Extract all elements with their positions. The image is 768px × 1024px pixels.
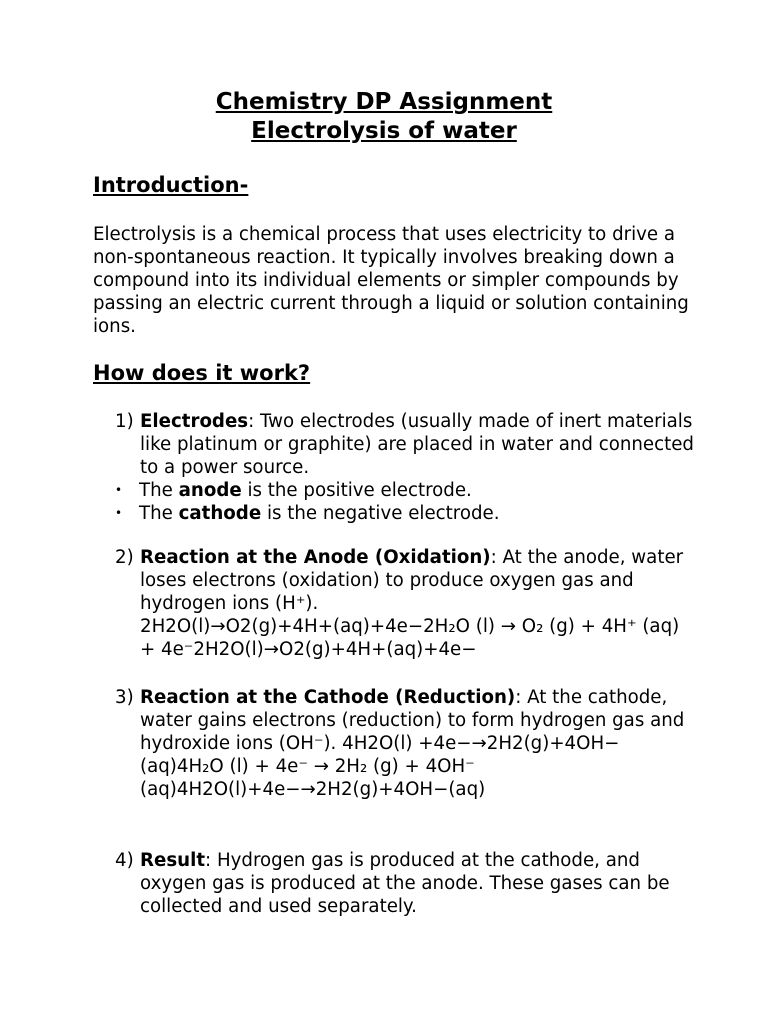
list-item-text: : At the cathode, water gains electrons (reduction) to form hydrogen gas and hydroxide ions (OH⁻). 4H2O(l) +4e−→2H2(g)+4OH−(aq)4H₂O (l) + 4e⁻ → 2H₂ (g) + 4OH⁻ (aq)4H2O(l)+4e−→2H2(g)+4OH−(aq) — [140, 687, 685, 800]
bullet-cathode — [139, 502, 500, 525]
list-item-anode-reaction — [140, 546, 700, 661]
bullet-prefix: The — [139, 503, 179, 524]
list-item-electrodes — [140, 410, 700, 479]
bullet-prefix: The — [139, 480, 179, 501]
list-item-term: Electrodes — [140, 411, 249, 432]
list-item-text: : Hydrogen gas is produced at the cathode, and oxygen gas is produced at the anode. These gases can be collected and used separately. — [140, 850, 670, 917]
list-item-term: Reaction at the Cathode (Reduction) — [140, 687, 516, 708]
list-item-term: Result — [140, 850, 206, 871]
bullet-icon: • — [115, 483, 123, 497]
bullet-anode — [139, 479, 472, 502]
document-title: Chemistry DP Assignment — [215, 89, 553, 115]
bullet-suffix: is the positive electrode. — [241, 480, 472, 501]
introduction-paragraph: Electrolysis is a chemical process that uses electricity to drive a non-spontaneous reaction. It typically involves breaking down a compound into its individual elements or simpler compounds by passing an electric current through a liquid or solution containing ions. — [93, 224, 689, 337]
list-number: 1) — [115, 411, 134, 432]
document-subtitle: Electrolysis of water — [251, 118, 517, 144]
list-item-result — [140, 849, 700, 918]
list-item-text: : At the anode, water loses electrons (oxidation) to produce oxygen gas and hydrogen ions (H⁺). — [140, 547, 684, 614]
bullet-term: cathode — [178, 503, 262, 524]
how-it-works-heading: How does it work? — [93, 361, 311, 385]
list-item-text: : Two electrodes (usually made of inert materials like platinum or graphite) are placed in water and connected to a power source. — [140, 411, 694, 478]
list-item-term: Reaction at the Anode (Oxidation) — [140, 547, 491, 568]
list-number: 3) — [115, 687, 134, 708]
list-number: 2) — [115, 547, 134, 568]
anode-equation: 2H2O(l)→O2(g)+4H+(aq)+4e−2H₂O (l) → O₂ (g) + 4H⁺ (aq) + 4e⁻2H2O(l)→O2(g)+4H+(aq)+4e− — [140, 616, 680, 660]
bullet-term: anode — [178, 480, 242, 501]
list-number: 4) — [115, 850, 134, 871]
list-item-cathode-reaction — [140, 686, 700, 801]
bullet-icon: • — [115, 506, 123, 520]
introduction-heading: Introduction- — [93, 173, 249, 197]
bullet-suffix: is the negative electrode. — [261, 503, 500, 524]
